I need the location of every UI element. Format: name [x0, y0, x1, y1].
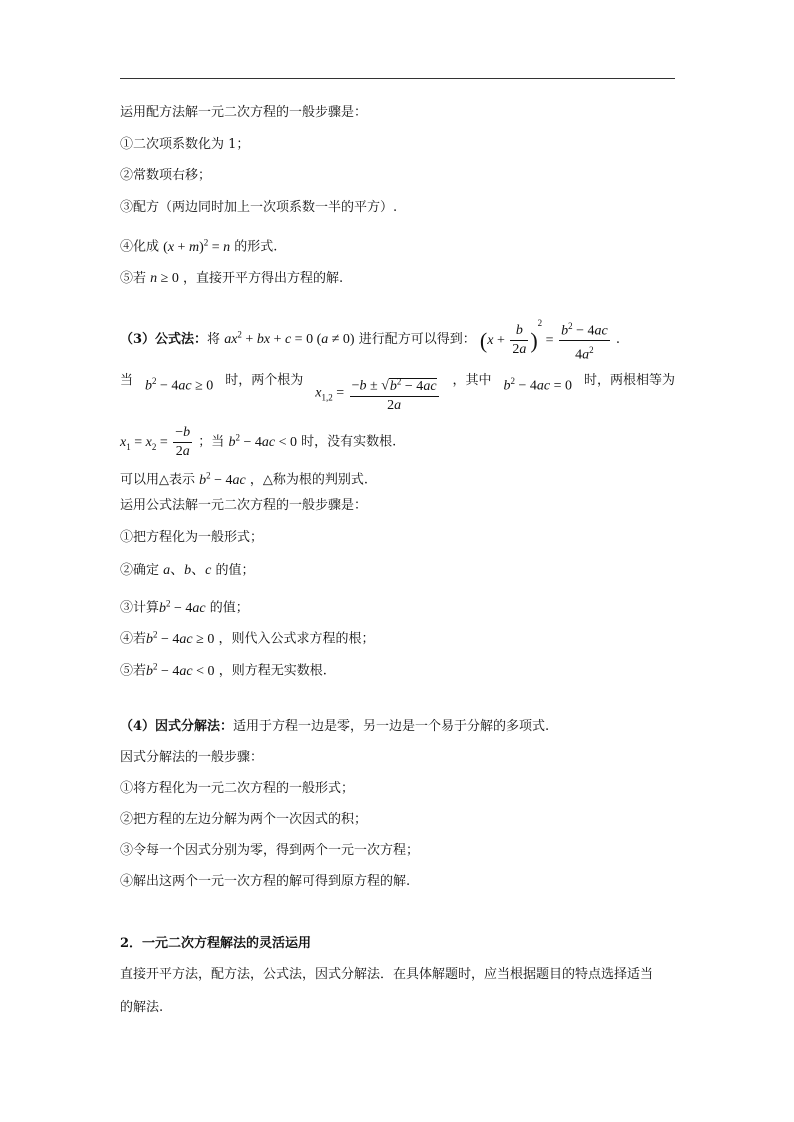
factoring-para: （4）因式分解法：适用于方程一边是零，另一边是一个易于分解的多项式. [120, 719, 550, 734]
formula-general-form: $ax^2$ + bx + c = 0 (a ≠ 0) [224, 329, 355, 347]
formula-step-1: ①把方程化为一般形式； [120, 530, 264, 545]
factoring-step-4: ④解出这两个一元一次方程的解可得到原方程的解. [120, 874, 411, 889]
factoring-step-3: ③令每一个因式分别为零，得到两个一元一次方程； [120, 843, 420, 858]
formula-n-nonneg: n [150, 271, 158, 286]
step-2: ②常数项右移； [120, 168, 212, 183]
formula-step-5: ⑤若$b^2 - 4ac < 0$ ，则方程无实数根. [120, 661, 327, 679]
step-5: ⑤若 n ≥ 0 ，直接开平方得出方程的解. [120, 271, 344, 286]
factoring-step-2: ②把方程的左边分解为两个一次因式的积； [120, 812, 368, 827]
formula-equal-roots: $x_1 = x_2$ = $\frac{-b}{2a}$ [120, 425, 191, 459]
header-rule [120, 78, 675, 79]
section-2-para-line1: 直接开平方法，配方法，公式法，因式分解法．在具体解题时，应当根据题目的特点选择适当 [120, 967, 654, 982]
formula-step-2: ②确定 a、b、c 的值； [120, 563, 255, 578]
formula-step-3: ③计算$b^2 - 4ac$ 的值； [120, 598, 249, 616]
discriminant-line: 可以用△表示 $b^2 - 4ac$ ，△称为根的判别式. [120, 470, 369, 488]
quadratic-formula-para: （3）公式法：将 $ax^2$ + bx + c = 0 (a ≠ 0) 进行配方可以得到： (x + $\frac{b}{2a}$ )$^2$ = $\frac{b^2 - 4ac}{4a^2}$ . [120, 314, 620, 365]
step-3: ③配方（两边同时加上一次项系数一半的平方）. [120, 200, 398, 215]
formula-step-4: ④若$b^2 - 4ac \ge 0$ ，则代入公式求方程的根； [120, 629, 375, 647]
equal-roots-line: $x_1 = x_2$ = $\frac{-b}{2a}$ ；当 $b^2 - 4ac < 0$ 时，没有实数根. [120, 425, 397, 459]
formula-steps-intro: 运用公式法解一元二次方程的一般步骤是： [120, 498, 368, 513]
section-2-para-line2: 的解法. [120, 1000, 164, 1015]
section-2-title: 2．一元二次方程解法的灵活运用 [120, 936, 312, 951]
completing-square-intro: 运用配方法解一元二次方程的一般步骤是： [120, 105, 368, 120]
roots-line: 当 $b^2 - 4ac \ge 0$ 时，两个根为 $x_{1,2}$ = $\frac{-b \pm √b^2 - 4ac}{2a}$ ，其中 $b^2 - 4ac = 0$ 时，两根相等为 [120, 373, 675, 413]
step-1: ①二次项系数化为 1； [120, 137, 250, 152]
factoring-steps-intro: 因式分解法的一般步骤： [120, 750, 264, 765]
step-4: ④化成 $(x + m)^2 = n$ 的形式. [120, 237, 278, 255]
formula-square-form: $(x + m)^2 = n$ [163, 237, 231, 255]
factoring-step-1: ①将方程化为一元二次方程的一般形式； [120, 781, 355, 796]
formula-completed-square: (x + $\frac{b}{2a}$ )$^2$ = $\frac{b^2 - 4ac}{4a^2}$ [479, 318, 608, 363]
formula-roots: $x_{1,2}$ = $\frac{-b \pm √b^2 - 4ac}{2a}$ [315, 372, 440, 415]
